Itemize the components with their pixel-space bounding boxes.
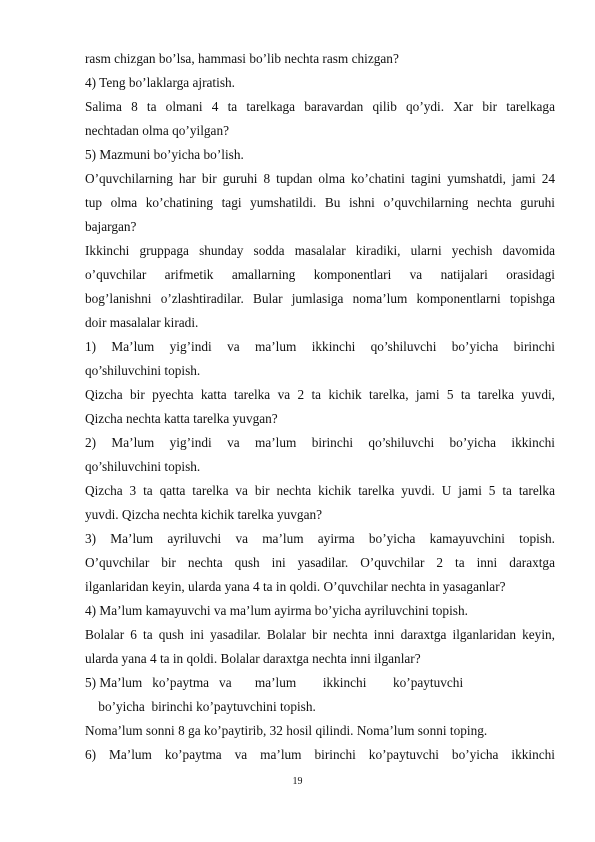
- text-line: bog’lanishni o’zlashtiradilar. Bular jumlasiga noma’lum komponentlarni topishga: [85, 291, 555, 306]
- text-line: rasm chizgan bo’lsa, hammasi bo’lib nechta rasm chizgan?: [85, 51, 399, 66]
- text-line: Bolalar 6 ta qush ini yasadilar. Bolalar bir nechta inni daraxtga ilganlaridan keyin,: [85, 627, 555, 642]
- text-line: 1) Ma’lum yig’indi va ma’lum ikkinchi qo’shiluvchi bo’yicha birinchi: [85, 339, 555, 354]
- text-line: yuvdi. Qizcha nechta kichik tarelka yuvgan?: [85, 507, 323, 522]
- text-line: ularda yana 4 ta in qoldi. Bolalar daraxtga nechta inni ilganlar?: [85, 651, 421, 666]
- text-line: 4) Ma’lum kamayuvchi va ma’lum ayirma bo’yicha ayriluvchini topish.: [85, 603, 468, 618]
- text-line: tup olma ko’chatining tagi yumshatildi. Bu ishni o’quvchilarning nechta guruhi: [85, 195, 555, 210]
- text-line: bo’yicha birinchi ko’paytuvchini topish.: [85, 699, 316, 714]
- text-line: bajargan?: [85, 219, 137, 234]
- text-line: ilganlaridan keyin, ularda yana 4 ta in qoldi. O’quvchilar nechta in yasaganlar?: [85, 579, 506, 594]
- text-line: 5) Ma’lum ko’paytma va ma’lum ikkinchi ko’paytuvchi: [85, 675, 464, 690]
- text-line: doir masalalar kiradi.: [85, 315, 199, 330]
- text-line: Salima 8 ta olmani 4 ta tarelkaga baravardan qilib qo’ydi. Xar bir tarelkaga: [85, 99, 555, 114]
- text-line: 2) Ma’lum yig’indi va ma’lum birinchi qo’shiluvchi bo’yicha ikkinchi: [85, 435, 555, 450]
- text-line: Qizcha bir pyechta katta tarelka va 2 ta kichik tarelka, jami 5 ta tarelka yuvdi,: [85, 387, 555, 402]
- text-line: 4) Teng bo’laklarga ajratish.: [85, 75, 235, 90]
- text-line: nechtadan olma qo’yilgan?: [85, 123, 229, 138]
- text-line: qo’shiluvchini topish.: [85, 363, 201, 378]
- text-line: O’quvchilarning har bir guruhi 8 tupdan olma ko’chatini tagini yumshatdi, jami 24: [85, 171, 555, 186]
- text-line: o’quvchilar arifmetik amallarning komponentlari va natijalari orasidagi: [85, 267, 555, 282]
- text-line: Qizcha 3 ta qatta tarelka va bir nechta kichik tarelka yuvdi. U jami 5 ta tarelka: [85, 483, 555, 498]
- page-number: 19: [292, 776, 303, 787]
- text-line: Ikkinchi gruppaga shunday sodda masalalar kiradiki, ularni yechish davomida: [85, 243, 555, 258]
- text-line: 3) Ma’lum ayriluvchi va ma’lum ayirma bo’yicha kamayuvchini topish.: [85, 531, 555, 546]
- text-line: Noma’lum sonni 8 ga ko’paytirib, 32 hosil qilindi. Noma’lum sonni toping.: [85, 723, 488, 738]
- text-line: 6) Ma’lum ko’paytma va ma’lum birinchi ko’paytuvchi bo’yicha ikkinchi: [85, 747, 555, 762]
- text-line: O’quvchilar bir nechta qush ini yasadilar. O’quvchilar 2 ta inni daraxtga: [85, 555, 555, 570]
- text-line: Qizcha nechta katta tarelka yuvgan?: [85, 411, 278, 426]
- text-line: 5) Mazmuni bo’yicha bo’lish.: [85, 147, 244, 162]
- text-line: qo’shiluvchini topish.: [85, 459, 201, 474]
